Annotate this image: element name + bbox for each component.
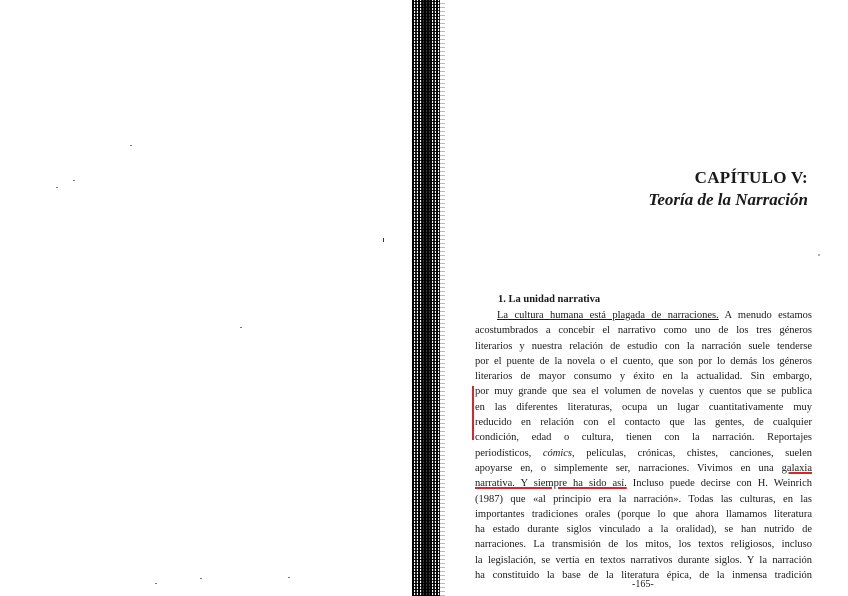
red-margin-annotation — [472, 386, 474, 440]
text-line: la legislación, se vertía en textos narrativos durante siglos. Y la narración — [475, 554, 812, 566]
underlined-phrase: La cultura humana está plagada de narraciones. — [497, 310, 719, 321]
text-line: literarios y nuestra relación de estudio con la narración suele tenderse — [475, 340, 812, 352]
scan-speck — [383, 238, 384, 242]
text-line: por el puente de la novela o el cuento, que son por lo demás los géneros — [475, 355, 812, 367]
text-fragment: Incluso puede decirse con H. Weinrich — [626, 478, 812, 490]
text-fragment: apoyarse en, o simplemente ser, narraciones. Vivimos en una — [475, 462, 782, 474]
scan-speck — [288, 577, 290, 578]
text-line — [475, 461, 812, 476]
book-spine-shadow — [422, 0, 432, 596]
scan-speck — [155, 583, 157, 584]
text-line: por muy grande que sea el volumen de novelas y cuentos que se publica — [475, 386, 812, 398]
body-paragraph — [475, 308, 812, 583]
text-fragment: A menudo estamos — [718, 310, 812, 321]
text-line — [475, 476, 812, 491]
section-heading: 1. La unidad narrativa — [498, 294, 601, 305]
scan-speck — [818, 254, 820, 256]
scan-speck — [130, 145, 132, 146]
scan-speck — [73, 180, 75, 181]
chapter-number: CAPÍTULO V: — [694, 168, 808, 187]
text-line: en las diferentes literaturas, ocupa un lugar cuantitativamente muy — [475, 401, 812, 413]
text-line — [475, 446, 812, 461]
red-underlined-phrase: galaxia — [781, 462, 812, 474]
text-fragment: periodísticos, — [475, 447, 543, 459]
chapter-title: Teoría de la Narración — [648, 190, 808, 209]
scan-speck — [56, 187, 58, 188]
right-page — [445, 0, 848, 596]
scan-speck — [240, 327, 242, 328]
text-line: literarios de mayor consumo y éxito en la actualidad. Sin embargo, — [475, 371, 812, 383]
page-number: -165- — [632, 579, 654, 590]
red-underlined-phrase: narrativa. Y siempre ha sido así. — [475, 478, 627, 490]
text-line: acostumbrados a concebir el narrativo como uno de los tres géneros — [475, 325, 812, 337]
text-line: reducido en relación con el contacto que las gentes, de cualquier — [475, 417, 812, 429]
text-line: importantes tradiciones orales (porque lo que ahora llamamos literatura — [475, 508, 812, 520]
text-line — [475, 308, 812, 323]
italic-term: cómics — [542, 447, 573, 459]
text-line: condición, edad o cultura, tienen con la narración. Reportajes — [475, 432, 812, 444]
scan-speck — [200, 578, 202, 579]
text-line: narraciones. La transmisión de los mitos, los textos religiosos, incluso — [475, 539, 812, 551]
text-line: ha estado durante siglos vinculado a la oralidad), se han nutrido de — [475, 524, 812, 536]
text-line: ha constituido la base de la literatura épica, de la inmensa tradición — [475, 570, 812, 582]
text-line: (1987) que «al principio era la narración». Todas las culturas, en las — [475, 493, 812, 505]
left-page — [0, 0, 412, 596]
text-fragment: , películas, crónicas, chistes, canciones, suelen — [572, 447, 812, 459]
